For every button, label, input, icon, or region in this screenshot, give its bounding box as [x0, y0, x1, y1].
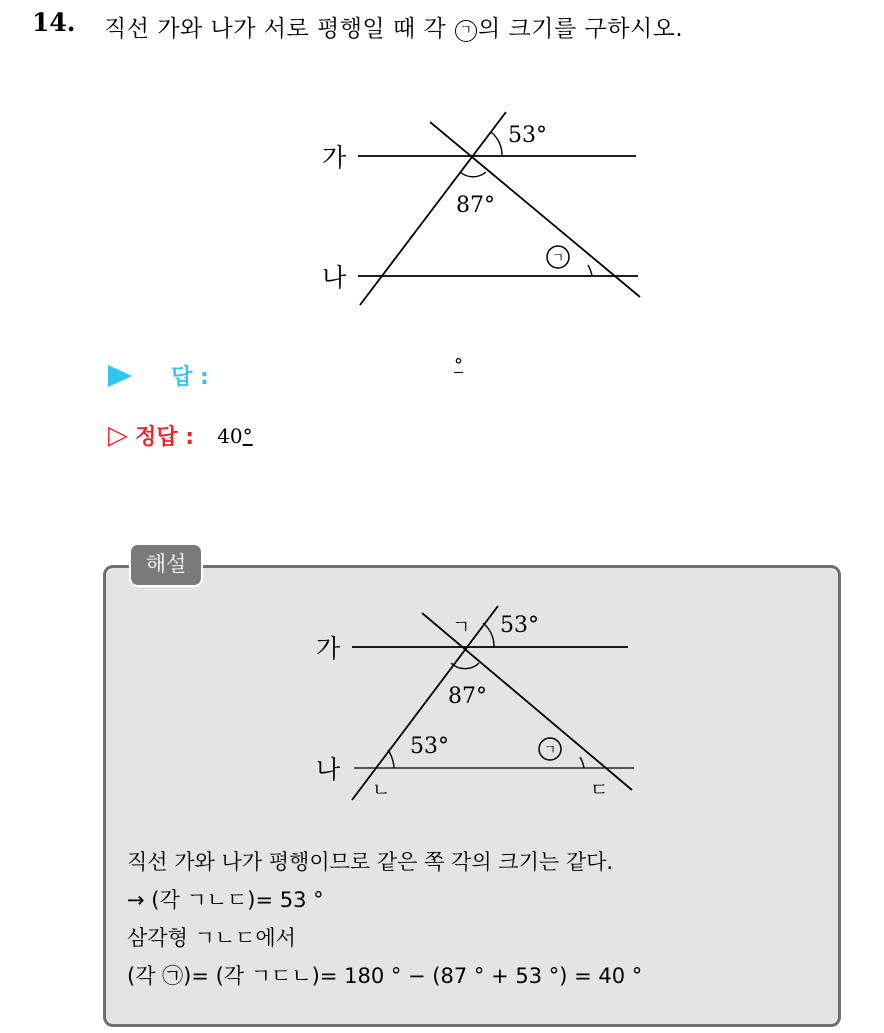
correct-answer-value: 40°: [217, 423, 253, 448]
question-text-after: 의 크기를 구하시오.: [478, 16, 684, 42]
correct-answer-row: [108, 420, 253, 451]
angle-arc-53: [491, 132, 502, 156]
angle-label-87: 87°: [448, 684, 487, 709]
vertex-label-nieun: ㄴ: [372, 779, 391, 801]
angle-label-53-bottom: 53°: [410, 734, 449, 759]
explanation-line-3: 삼각형 ㄱㄴㄷ에서: [127, 926, 296, 950]
line-label-ga: 가: [316, 634, 341, 663]
question-text-before: 직선 가와 나가 서로 평행일 때 각: [104, 16, 447, 42]
angle-arc-giyeok: [588, 265, 592, 276]
angle-label-53: 53°: [508, 123, 547, 148]
circled-label-giyeok: ㄱ: [543, 743, 557, 758]
play-triangle-icon: [108, 365, 132, 387]
circled-giyeok-symbol: ㄱ: [455, 20, 477, 42]
answer-unit-blank[interactable]: °: [454, 355, 463, 376]
explanation-figure: [0, 580, 884, 840]
angle-arc-53-bottom: [388, 750, 394, 768]
circled-label-giyeok: ㄱ: [551, 251, 565, 266]
vertex-label-giyeok: ㄱ: [452, 616, 471, 638]
line-label-ga: 가: [322, 143, 347, 172]
question-number: 14.: [32, 8, 76, 37]
explanation-line-1: 직선 가와 나가 평행이므로 같은 쪽 각의 크기는 같다.: [127, 850, 614, 874]
vertex-label-digeut: ㄷ: [590, 779, 609, 801]
correct-answer-label: 정답 :: [135, 425, 195, 450]
line-label-na: 나: [322, 263, 347, 292]
question-figure: [0, 0, 884, 340]
angle-label-53-top: 53°: [500, 613, 539, 638]
angle-arc-giyeok: [580, 757, 584, 768]
explanation-line-4: (각 ㉠)= (각 ㄱㄷㄴ)= 180 ° − (87 ° + 53 °) = 40 °: [127, 964, 643, 988]
line-label-na: 나: [316, 755, 341, 784]
explanation-tab: 해설: [129, 543, 203, 587]
angle-arc-53-top: [483, 623, 494, 647]
angle-arc-87: [460, 172, 486, 177]
explanation-line-2: → (각 ㄱㄴㄷ)= 53 °: [127, 888, 324, 912]
outline-triangle-icon: ▷: [108, 420, 128, 451]
answer-label: 답 :: [171, 365, 209, 390]
angle-label-87: 87°: [456, 193, 495, 218]
answer-row: [108, 360, 209, 391]
